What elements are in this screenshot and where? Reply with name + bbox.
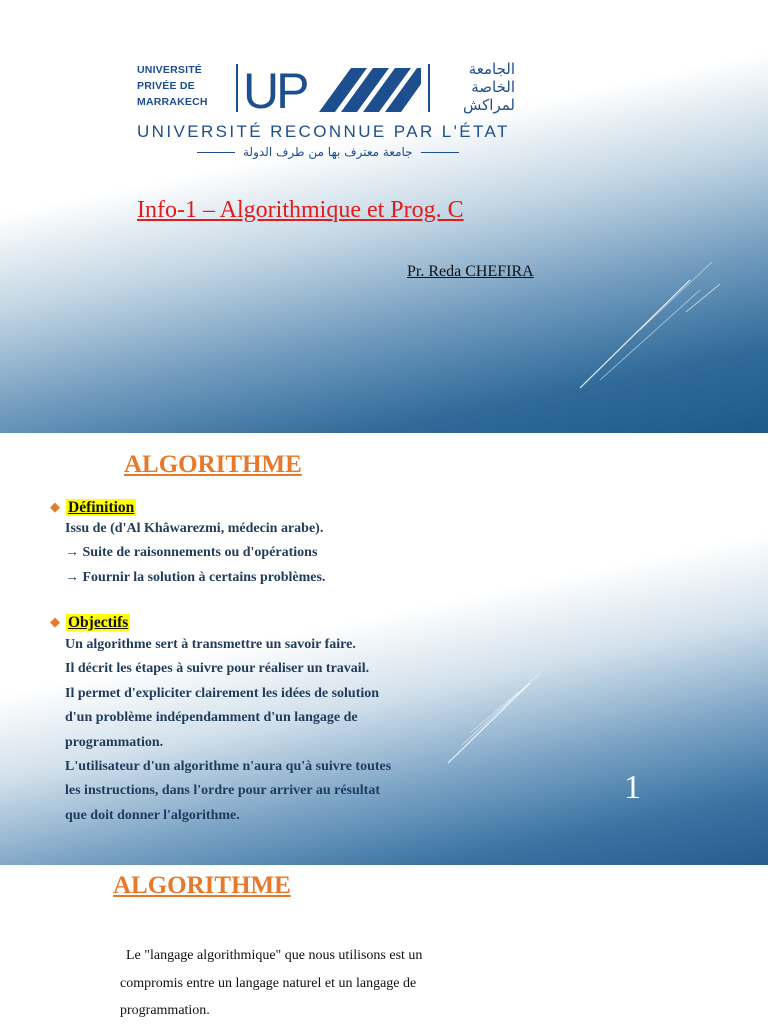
section-label: Définition xyxy=(68,499,135,516)
text-line: Il permet d'expliciter clairement les idées de solution xyxy=(65,685,380,701)
title-slide xyxy=(0,0,768,433)
objectives-text xyxy=(65,633,391,828)
author-name: Pr. Reda CHEFIRA xyxy=(407,263,534,280)
text-line: d'un problème indépendamment d'un langage de xyxy=(65,710,358,726)
language-paragraph xyxy=(120,942,422,1024)
text-line: Il décrit les étapes à suivre pour réaliser un travail. xyxy=(65,661,370,677)
objectives-bullet xyxy=(50,614,130,632)
logo-name-french: UNIVERSITÉ PRIVÉE DE MARRAKECH xyxy=(137,64,208,108)
text-line: programmation. xyxy=(65,734,164,750)
logo-tagline: UNIVERSITÉ RECONNUE PAR L'ÉTAT xyxy=(137,122,510,141)
text-line: → Suite de raisonnements ou d'opérations xyxy=(65,545,318,561)
text-line: programmation. xyxy=(120,1003,210,1018)
definition-text xyxy=(65,517,325,590)
definition-bullet xyxy=(50,499,136,517)
text-line: Issu de (d'Al Khâwarezmi, médecin arabe). xyxy=(65,521,324,536)
svg-text:UP: UP xyxy=(243,63,307,116)
definition-slide xyxy=(0,433,768,865)
university-logo xyxy=(137,60,517,170)
page-number: 1 xyxy=(624,769,641,806)
slide-heading: ALGORITHME xyxy=(124,451,302,478)
text-line: Le "langage algorithmique" que nous utilisons est un xyxy=(126,948,423,963)
section-label: Objectifs xyxy=(68,614,129,631)
text-line: que doit donner l'algorithme. xyxy=(65,807,240,823)
text-line: → Fournir la solution à certains problèmes. xyxy=(65,569,326,585)
logo-name-arabic: الجامعة الخاصة لمراكش xyxy=(463,60,515,114)
text-line: compromis entre un langage naturel et un langage de xyxy=(120,975,417,991)
up-logo-mark xyxy=(243,62,423,116)
logo-separator xyxy=(428,64,430,112)
logo-tagline-arabic: جامعة معترف بها من طرف الدولة xyxy=(189,145,467,159)
text-line: L'utilisateur d'un algorithme n'aura qu'à suivre toutes xyxy=(65,759,392,775)
diamond-bullet-icon: ◆ xyxy=(50,614,60,629)
diamond-bullet-icon: ◆ xyxy=(50,499,60,514)
text-line: les instructions, dans l'ordre pour arriver au résultat xyxy=(65,783,380,799)
language-slide xyxy=(0,865,768,1024)
text-line: Un algorithme sert à transmettre un savoir faire. xyxy=(65,637,356,652)
logo-separator xyxy=(236,64,238,112)
slide-heading: ALGORITHME xyxy=(113,872,291,899)
course-title: Info-1 – Algorithmique et Prog. C xyxy=(137,197,464,223)
